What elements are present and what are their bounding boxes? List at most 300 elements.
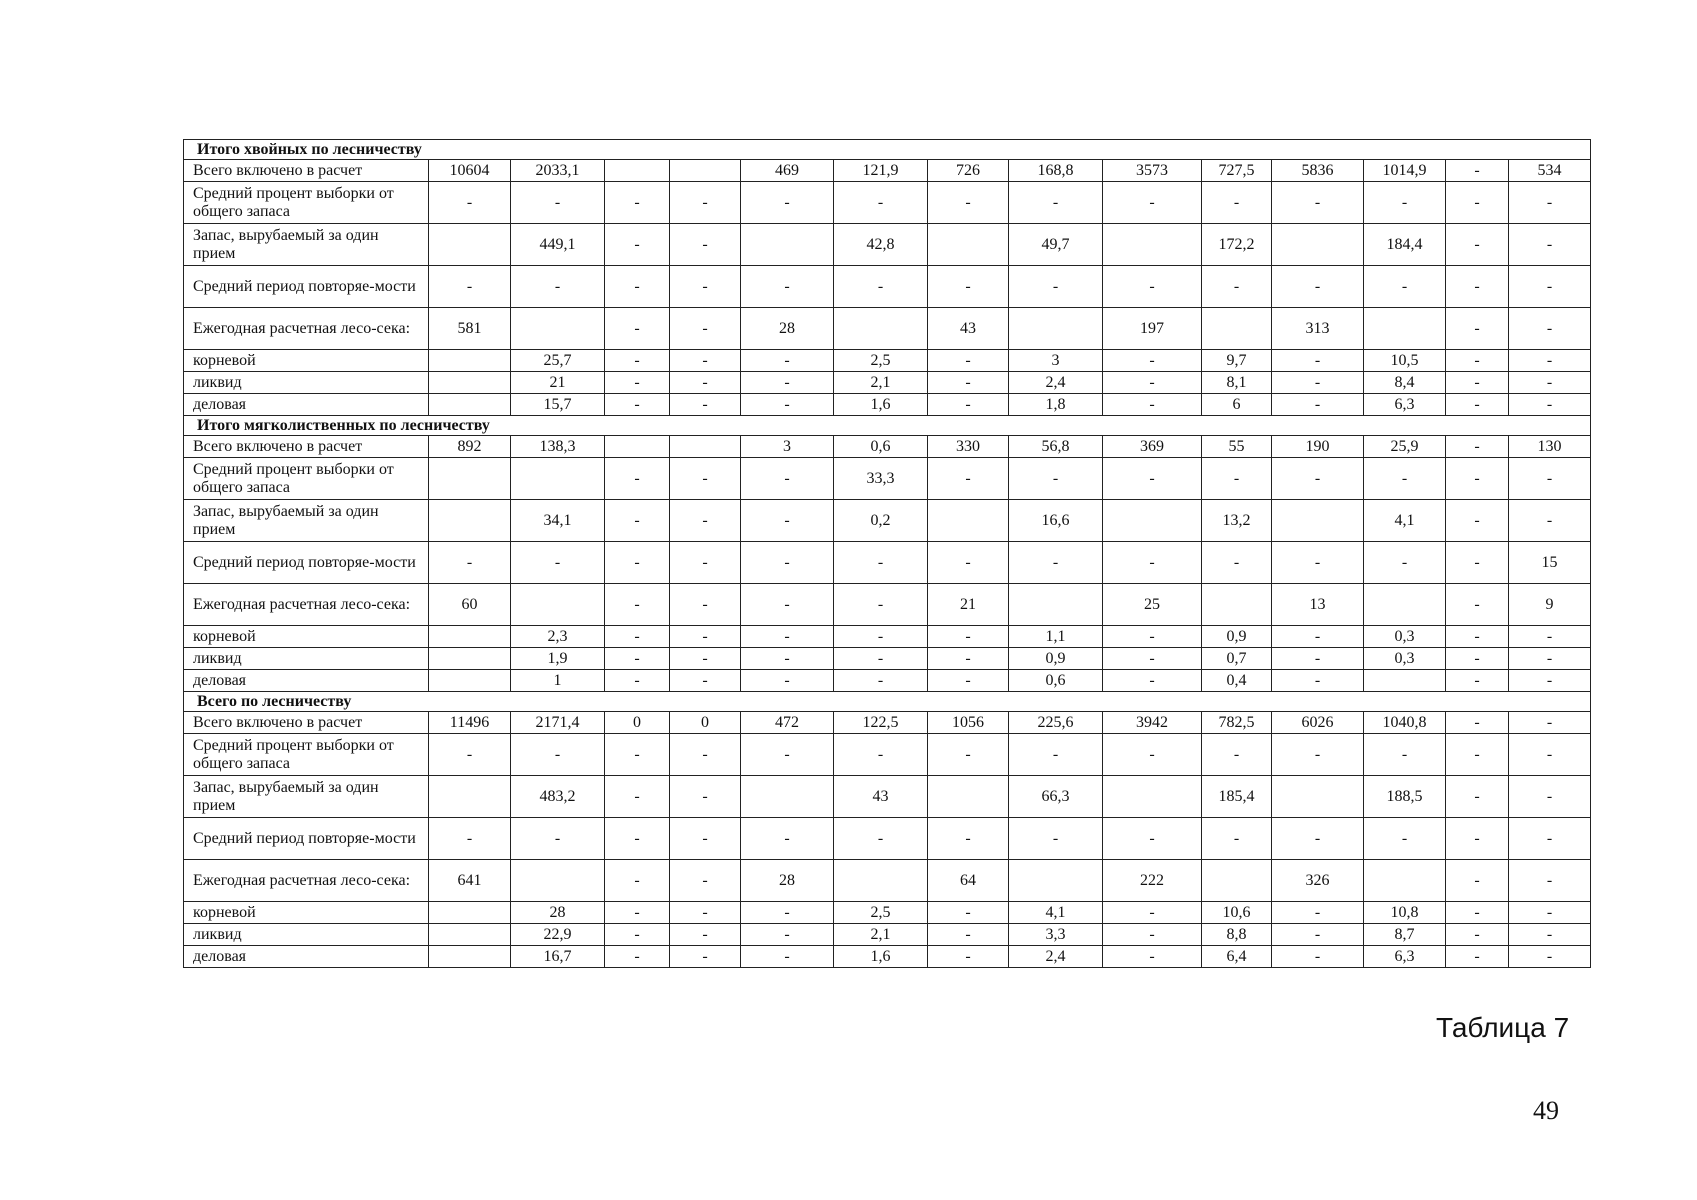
table-cell: - bbox=[1103, 372, 1202, 394]
row-label: Запас, вырубаемый за один прием bbox=[184, 224, 429, 266]
row-label: деловая bbox=[184, 670, 429, 692]
table-cell: 8,1 bbox=[1202, 372, 1272, 394]
table-cell: 6,4 bbox=[1202, 946, 1272, 968]
table-cell: - bbox=[670, 224, 741, 266]
table-cell: 0 bbox=[605, 712, 670, 734]
table-cell: - bbox=[1446, 394, 1509, 416]
section-header-row bbox=[184, 692, 1591, 712]
table-cell: - bbox=[1446, 902, 1509, 924]
table-cell: 472 bbox=[741, 712, 834, 734]
table-cell: 56,8 bbox=[1009, 436, 1103, 458]
table-cell: - bbox=[670, 902, 741, 924]
table-cell bbox=[1272, 224, 1364, 266]
table-cell: - bbox=[1364, 542, 1446, 584]
table-cell: - bbox=[741, 266, 834, 308]
table-cell: - bbox=[1446, 712, 1509, 734]
table-cell: - bbox=[1446, 542, 1509, 584]
row-label: корневой bbox=[184, 902, 429, 924]
table-cell: 43 bbox=[834, 776, 928, 818]
table-cell bbox=[429, 372, 511, 394]
table-cell: 222 bbox=[1103, 860, 1202, 902]
table-cell: - bbox=[1009, 734, 1103, 776]
table-cell: - bbox=[928, 266, 1009, 308]
table-cell: - bbox=[605, 670, 670, 692]
table-cell bbox=[511, 458, 605, 500]
row-label: деловая bbox=[184, 394, 429, 416]
table-cell: - bbox=[1009, 458, 1103, 500]
table-cell: 1014,9 bbox=[1364, 160, 1446, 182]
row-label: ликвид bbox=[184, 924, 429, 946]
table-cell: - bbox=[928, 626, 1009, 648]
table-cell: 2,3 bbox=[511, 626, 605, 648]
table-cell: - bbox=[605, 182, 670, 224]
table-cell: - bbox=[605, 394, 670, 416]
table-cell: 3 bbox=[741, 436, 834, 458]
table-cell: - bbox=[1272, 902, 1364, 924]
table-cell: - bbox=[1009, 266, 1103, 308]
table-cell: - bbox=[1446, 670, 1509, 692]
row-label: Средний период повторяе-мости bbox=[184, 818, 429, 860]
table-cell: 9 bbox=[1509, 584, 1591, 626]
table-cell: - bbox=[1272, 946, 1364, 968]
table-cell: - bbox=[670, 182, 741, 224]
table-cell bbox=[670, 436, 741, 458]
table-cell: - bbox=[1202, 266, 1272, 308]
table-cell bbox=[1272, 776, 1364, 818]
table-row bbox=[184, 712, 1591, 734]
table-cell: 1040,8 bbox=[1364, 712, 1446, 734]
table-cell: - bbox=[1446, 160, 1509, 182]
table-cell: - bbox=[670, 542, 741, 584]
row-label: ликвид bbox=[184, 648, 429, 670]
table-row bbox=[184, 436, 1591, 458]
table-cell: - bbox=[1509, 712, 1591, 734]
table-cell: - bbox=[928, 648, 1009, 670]
table-cell: 122,5 bbox=[834, 712, 928, 734]
row-label: корневой bbox=[184, 350, 429, 372]
table-row bbox=[184, 308, 1591, 350]
table-cell: - bbox=[834, 182, 928, 224]
table-cell: - bbox=[670, 458, 741, 500]
table-cell: 185,4 bbox=[1202, 776, 1272, 818]
table-row bbox=[184, 224, 1591, 266]
table-cell: - bbox=[670, 648, 741, 670]
table-cell: - bbox=[1103, 182, 1202, 224]
table-cell: - bbox=[1103, 924, 1202, 946]
table-cell: 25,9 bbox=[1364, 436, 1446, 458]
table-cell: 66,3 bbox=[1009, 776, 1103, 818]
table-cell: 0,6 bbox=[1009, 670, 1103, 692]
table-row bbox=[184, 860, 1591, 902]
table-cell bbox=[429, 458, 511, 500]
table-cell: - bbox=[1446, 182, 1509, 224]
table-cell: - bbox=[1509, 734, 1591, 776]
table-cell: 1 bbox=[511, 670, 605, 692]
table-cell: 330 bbox=[928, 436, 1009, 458]
forestry-table bbox=[183, 139, 1591, 968]
table-cell: - bbox=[1446, 946, 1509, 968]
table-row bbox=[184, 394, 1591, 416]
table-cell: - bbox=[1103, 902, 1202, 924]
table-cell: - bbox=[1009, 818, 1103, 860]
table-cell bbox=[1009, 308, 1103, 350]
table-cell bbox=[1364, 670, 1446, 692]
table-cell: - bbox=[1103, 350, 1202, 372]
row-label: Ежегодная расчетная лесо-сека: bbox=[184, 860, 429, 902]
table-cell: - bbox=[1202, 818, 1272, 860]
table-cell: 469 bbox=[741, 160, 834, 182]
section-title: Итого мягколиственных по лесничеству bbox=[184, 416, 1591, 436]
table-cell: 184,4 bbox=[1364, 224, 1446, 266]
table-cell bbox=[1202, 308, 1272, 350]
table-cell: - bbox=[928, 182, 1009, 224]
table-cell: 0,6 bbox=[834, 436, 928, 458]
table-cell: - bbox=[511, 182, 605, 224]
table-row bbox=[184, 670, 1591, 692]
table-cell: - bbox=[1272, 670, 1364, 692]
row-label: Ежегодная расчетная лесо-сека: bbox=[184, 308, 429, 350]
table-cell: 0,2 bbox=[834, 500, 928, 542]
table-cell: 581 bbox=[429, 308, 511, 350]
table-cell: - bbox=[511, 818, 605, 860]
table-cell: - bbox=[1272, 648, 1364, 670]
table-cell bbox=[670, 160, 741, 182]
table-row bbox=[184, 776, 1591, 818]
table-cell: 1,6 bbox=[834, 394, 928, 416]
table-cell: 449,1 bbox=[511, 224, 605, 266]
table-cell: 64 bbox=[928, 860, 1009, 902]
table-cell: - bbox=[1272, 542, 1364, 584]
table-cell: - bbox=[670, 626, 741, 648]
table-caption: Таблица 7 bbox=[1436, 1012, 1570, 1043]
table-cell: 190 bbox=[1272, 436, 1364, 458]
table-cell: - bbox=[1509, 946, 1591, 968]
table-cell bbox=[834, 860, 928, 902]
table-cell: - bbox=[741, 734, 834, 776]
table-cell: 1,6 bbox=[834, 946, 928, 968]
section-header-row bbox=[184, 416, 1591, 436]
table-cell: 2033,1 bbox=[511, 160, 605, 182]
row-label: Средний процент выборки от общего запаса bbox=[184, 458, 429, 500]
table-cell: - bbox=[1509, 818, 1591, 860]
table-cell: - bbox=[1446, 436, 1509, 458]
table-cell: - bbox=[1509, 776, 1591, 818]
table-cell: 3573 bbox=[1103, 160, 1202, 182]
table-row bbox=[184, 946, 1591, 968]
table-row bbox=[184, 182, 1591, 224]
table-cell: - bbox=[1202, 458, 1272, 500]
table-cell: - bbox=[834, 584, 928, 626]
table-cell bbox=[429, 670, 511, 692]
table-cell: - bbox=[605, 584, 670, 626]
table-row bbox=[184, 542, 1591, 584]
table-cell: - bbox=[741, 924, 834, 946]
table-cell bbox=[429, 500, 511, 542]
table-cell: 8,7 bbox=[1364, 924, 1446, 946]
table-cell: - bbox=[1272, 350, 1364, 372]
table-cell: - bbox=[1446, 500, 1509, 542]
table-cell bbox=[928, 224, 1009, 266]
table-cell: - bbox=[1509, 308, 1591, 350]
table-cell: - bbox=[670, 924, 741, 946]
table-cell: - bbox=[928, 818, 1009, 860]
table-cell: 1,1 bbox=[1009, 626, 1103, 648]
table-cell: - bbox=[511, 542, 605, 584]
table-cell: 16,6 bbox=[1009, 500, 1103, 542]
table-cell: 1,8 bbox=[1009, 394, 1103, 416]
table-cell bbox=[429, 626, 511, 648]
table-cell bbox=[511, 584, 605, 626]
table-cell: 3942 bbox=[1103, 712, 1202, 734]
row-label: Средний период повторяе-мости bbox=[184, 542, 429, 584]
table-cell: 16,7 bbox=[511, 946, 605, 968]
table-cell: - bbox=[741, 584, 834, 626]
table-cell bbox=[1103, 224, 1202, 266]
table-body bbox=[184, 140, 1591, 968]
table-cell: 34,1 bbox=[511, 500, 605, 542]
table-cell: - bbox=[928, 542, 1009, 584]
table-cell: - bbox=[1509, 350, 1591, 372]
table-cell: - bbox=[670, 394, 741, 416]
table-cell: 10,8 bbox=[1364, 902, 1446, 924]
table-row bbox=[184, 500, 1591, 542]
table-cell: - bbox=[605, 350, 670, 372]
table-cell: - bbox=[1446, 372, 1509, 394]
table-cell: 641 bbox=[429, 860, 511, 902]
table-cell: 3,3 bbox=[1009, 924, 1103, 946]
table-cell: - bbox=[670, 350, 741, 372]
table-cell: - bbox=[1446, 860, 1509, 902]
table-cell: - bbox=[1103, 648, 1202, 670]
table-cell: 2,1 bbox=[834, 372, 928, 394]
table-cell: - bbox=[1446, 734, 1509, 776]
table-cell: - bbox=[1103, 946, 1202, 968]
row-label: Средний процент выборки от общего запаса bbox=[184, 734, 429, 776]
table-cell: - bbox=[605, 308, 670, 350]
table-cell: - bbox=[928, 946, 1009, 968]
table-cell: - bbox=[1009, 542, 1103, 584]
table-cell: - bbox=[511, 266, 605, 308]
table-cell bbox=[1272, 500, 1364, 542]
table-cell: 13 bbox=[1272, 584, 1364, 626]
section-title: Итого хвойных по лесничеству bbox=[184, 140, 1591, 160]
table-cell: - bbox=[1272, 924, 1364, 946]
table-cell: 4,1 bbox=[1009, 902, 1103, 924]
table-row bbox=[184, 458, 1591, 500]
table-cell: - bbox=[741, 182, 834, 224]
table-cell: - bbox=[670, 584, 741, 626]
table-cell: 8,8 bbox=[1202, 924, 1272, 946]
table-cell: - bbox=[1509, 626, 1591, 648]
table-cell bbox=[429, 224, 511, 266]
table-cell: - bbox=[605, 224, 670, 266]
page-number: 49 bbox=[1533, 1096, 1559, 1125]
table-cell bbox=[928, 500, 1009, 542]
table-cell: - bbox=[605, 776, 670, 818]
table-cell bbox=[429, 776, 511, 818]
table-cell: - bbox=[741, 946, 834, 968]
table-cell: - bbox=[1103, 542, 1202, 584]
table-cell: - bbox=[741, 542, 834, 584]
table-cell bbox=[741, 224, 834, 266]
table-cell: 188,5 bbox=[1364, 776, 1446, 818]
table-cell: 2171,4 bbox=[511, 712, 605, 734]
table-cell: 60 bbox=[429, 584, 511, 626]
table-cell: - bbox=[1509, 182, 1591, 224]
table-cell: - bbox=[928, 924, 1009, 946]
table-cell: - bbox=[1446, 924, 1509, 946]
table-cell: - bbox=[834, 818, 928, 860]
table-cell bbox=[1103, 500, 1202, 542]
table-row bbox=[184, 266, 1591, 308]
table-cell: - bbox=[1272, 626, 1364, 648]
table-cell: 1056 bbox=[928, 712, 1009, 734]
table-cell: 168,8 bbox=[1009, 160, 1103, 182]
table-cell: - bbox=[1364, 734, 1446, 776]
table-cell bbox=[429, 350, 511, 372]
table-cell bbox=[1364, 308, 1446, 350]
row-label: Ежегодная расчетная лесо-сека: bbox=[184, 584, 429, 626]
table-cell: 172,2 bbox=[1202, 224, 1272, 266]
table-cell: - bbox=[834, 734, 928, 776]
table-cell: 2,5 bbox=[834, 902, 928, 924]
table-cell: 6 bbox=[1202, 394, 1272, 416]
table-row bbox=[184, 818, 1591, 860]
table-cell: - bbox=[1446, 626, 1509, 648]
table-cell: 483,2 bbox=[511, 776, 605, 818]
table-cell: - bbox=[1509, 924, 1591, 946]
table-cell: - bbox=[605, 902, 670, 924]
table-cell: - bbox=[1509, 394, 1591, 416]
table-cell: - bbox=[741, 902, 834, 924]
table-cell: 0 bbox=[670, 712, 741, 734]
table-cell: 8,4 bbox=[1364, 372, 1446, 394]
row-label: Всего включено в расчет bbox=[184, 436, 429, 458]
table-cell: 6026 bbox=[1272, 712, 1364, 734]
table-cell: 5836 bbox=[1272, 160, 1364, 182]
table-cell: - bbox=[605, 924, 670, 946]
table-cell: - bbox=[1202, 182, 1272, 224]
row-label: Средний процент выборки от общего запаса bbox=[184, 182, 429, 224]
table-cell: - bbox=[1272, 394, 1364, 416]
table-cell: - bbox=[1446, 350, 1509, 372]
table-cell: - bbox=[1103, 458, 1202, 500]
table-cell: - bbox=[834, 670, 928, 692]
table-row bbox=[184, 924, 1591, 946]
table-cell: 197 bbox=[1103, 308, 1202, 350]
table-cell: - bbox=[1364, 266, 1446, 308]
table-cell: - bbox=[928, 350, 1009, 372]
table-cell bbox=[1364, 584, 1446, 626]
table-cell bbox=[1103, 776, 1202, 818]
table-cell: - bbox=[1272, 182, 1364, 224]
table-cell: - bbox=[1446, 584, 1509, 626]
table-cell: - bbox=[1272, 372, 1364, 394]
table-cell: - bbox=[1272, 734, 1364, 776]
table-cell: - bbox=[741, 458, 834, 500]
table-cell: 0,9 bbox=[1202, 626, 1272, 648]
table-cell: - bbox=[834, 648, 928, 670]
table-row bbox=[184, 648, 1591, 670]
table-cell: 13,2 bbox=[1202, 500, 1272, 542]
table-cell: - bbox=[429, 818, 511, 860]
table-cell: - bbox=[1103, 394, 1202, 416]
table-cell: 10604 bbox=[429, 160, 511, 182]
table-cell: 42,8 bbox=[834, 224, 928, 266]
table-cell: - bbox=[670, 860, 741, 902]
table-cell: - bbox=[1103, 734, 1202, 776]
table-row bbox=[184, 584, 1591, 626]
table-cell: - bbox=[429, 734, 511, 776]
table-cell: - bbox=[928, 902, 1009, 924]
table-cell: - bbox=[1509, 372, 1591, 394]
table-cell: 369 bbox=[1103, 436, 1202, 458]
table-cell: - bbox=[1509, 266, 1591, 308]
table-cell: - bbox=[670, 776, 741, 818]
table-cell: - bbox=[1202, 542, 1272, 584]
table-cell: 21 bbox=[928, 584, 1009, 626]
table-cell: 55 bbox=[1202, 436, 1272, 458]
table-cell: - bbox=[834, 626, 928, 648]
table-cell: - bbox=[1509, 902, 1591, 924]
table-cell: - bbox=[1446, 818, 1509, 860]
table-cell: - bbox=[928, 734, 1009, 776]
table-cell: - bbox=[834, 266, 928, 308]
table-cell: - bbox=[1509, 648, 1591, 670]
table-cell bbox=[834, 308, 928, 350]
table-cell: - bbox=[670, 500, 741, 542]
table-cell: - bbox=[670, 946, 741, 968]
table-cell: - bbox=[605, 818, 670, 860]
table-cell: - bbox=[1103, 266, 1202, 308]
table-cell: 49,7 bbox=[1009, 224, 1103, 266]
table-cell: - bbox=[928, 372, 1009, 394]
table-cell: 326 bbox=[1272, 860, 1364, 902]
row-label: корневой bbox=[184, 626, 429, 648]
table-cell: - bbox=[741, 626, 834, 648]
table-cell: 726 bbox=[928, 160, 1009, 182]
row-label: Средний период повторяе-мости bbox=[184, 266, 429, 308]
table-cell: - bbox=[741, 394, 834, 416]
table-cell bbox=[1009, 860, 1103, 902]
table-cell: 2,4 bbox=[1009, 946, 1103, 968]
table-cell: - bbox=[1446, 776, 1509, 818]
table-cell: 6,3 bbox=[1364, 946, 1446, 968]
table-cell: - bbox=[1272, 818, 1364, 860]
table-cell bbox=[429, 902, 511, 924]
table-cell: - bbox=[1446, 224, 1509, 266]
table-cell: - bbox=[670, 734, 741, 776]
table-cell: - bbox=[605, 458, 670, 500]
table-cell: - bbox=[834, 542, 928, 584]
table-cell bbox=[741, 776, 834, 818]
table-cell: 10,6 bbox=[1202, 902, 1272, 924]
table-cell: - bbox=[605, 734, 670, 776]
table-cell: 10,5 bbox=[1364, 350, 1446, 372]
section-header-row bbox=[184, 140, 1591, 160]
table-cell bbox=[605, 436, 670, 458]
table-cell: - bbox=[670, 308, 741, 350]
table-cell: - bbox=[605, 626, 670, 648]
table-cell: - bbox=[1509, 500, 1591, 542]
table-cell: - bbox=[605, 542, 670, 584]
table-cell: - bbox=[670, 372, 741, 394]
table-cell: 2,5 bbox=[834, 350, 928, 372]
table-cell bbox=[1009, 584, 1103, 626]
table-cell: 6,3 bbox=[1364, 394, 1446, 416]
row-label: Запас, вырубаемый за один прием bbox=[184, 776, 429, 818]
table-cell: 313 bbox=[1272, 308, 1364, 350]
